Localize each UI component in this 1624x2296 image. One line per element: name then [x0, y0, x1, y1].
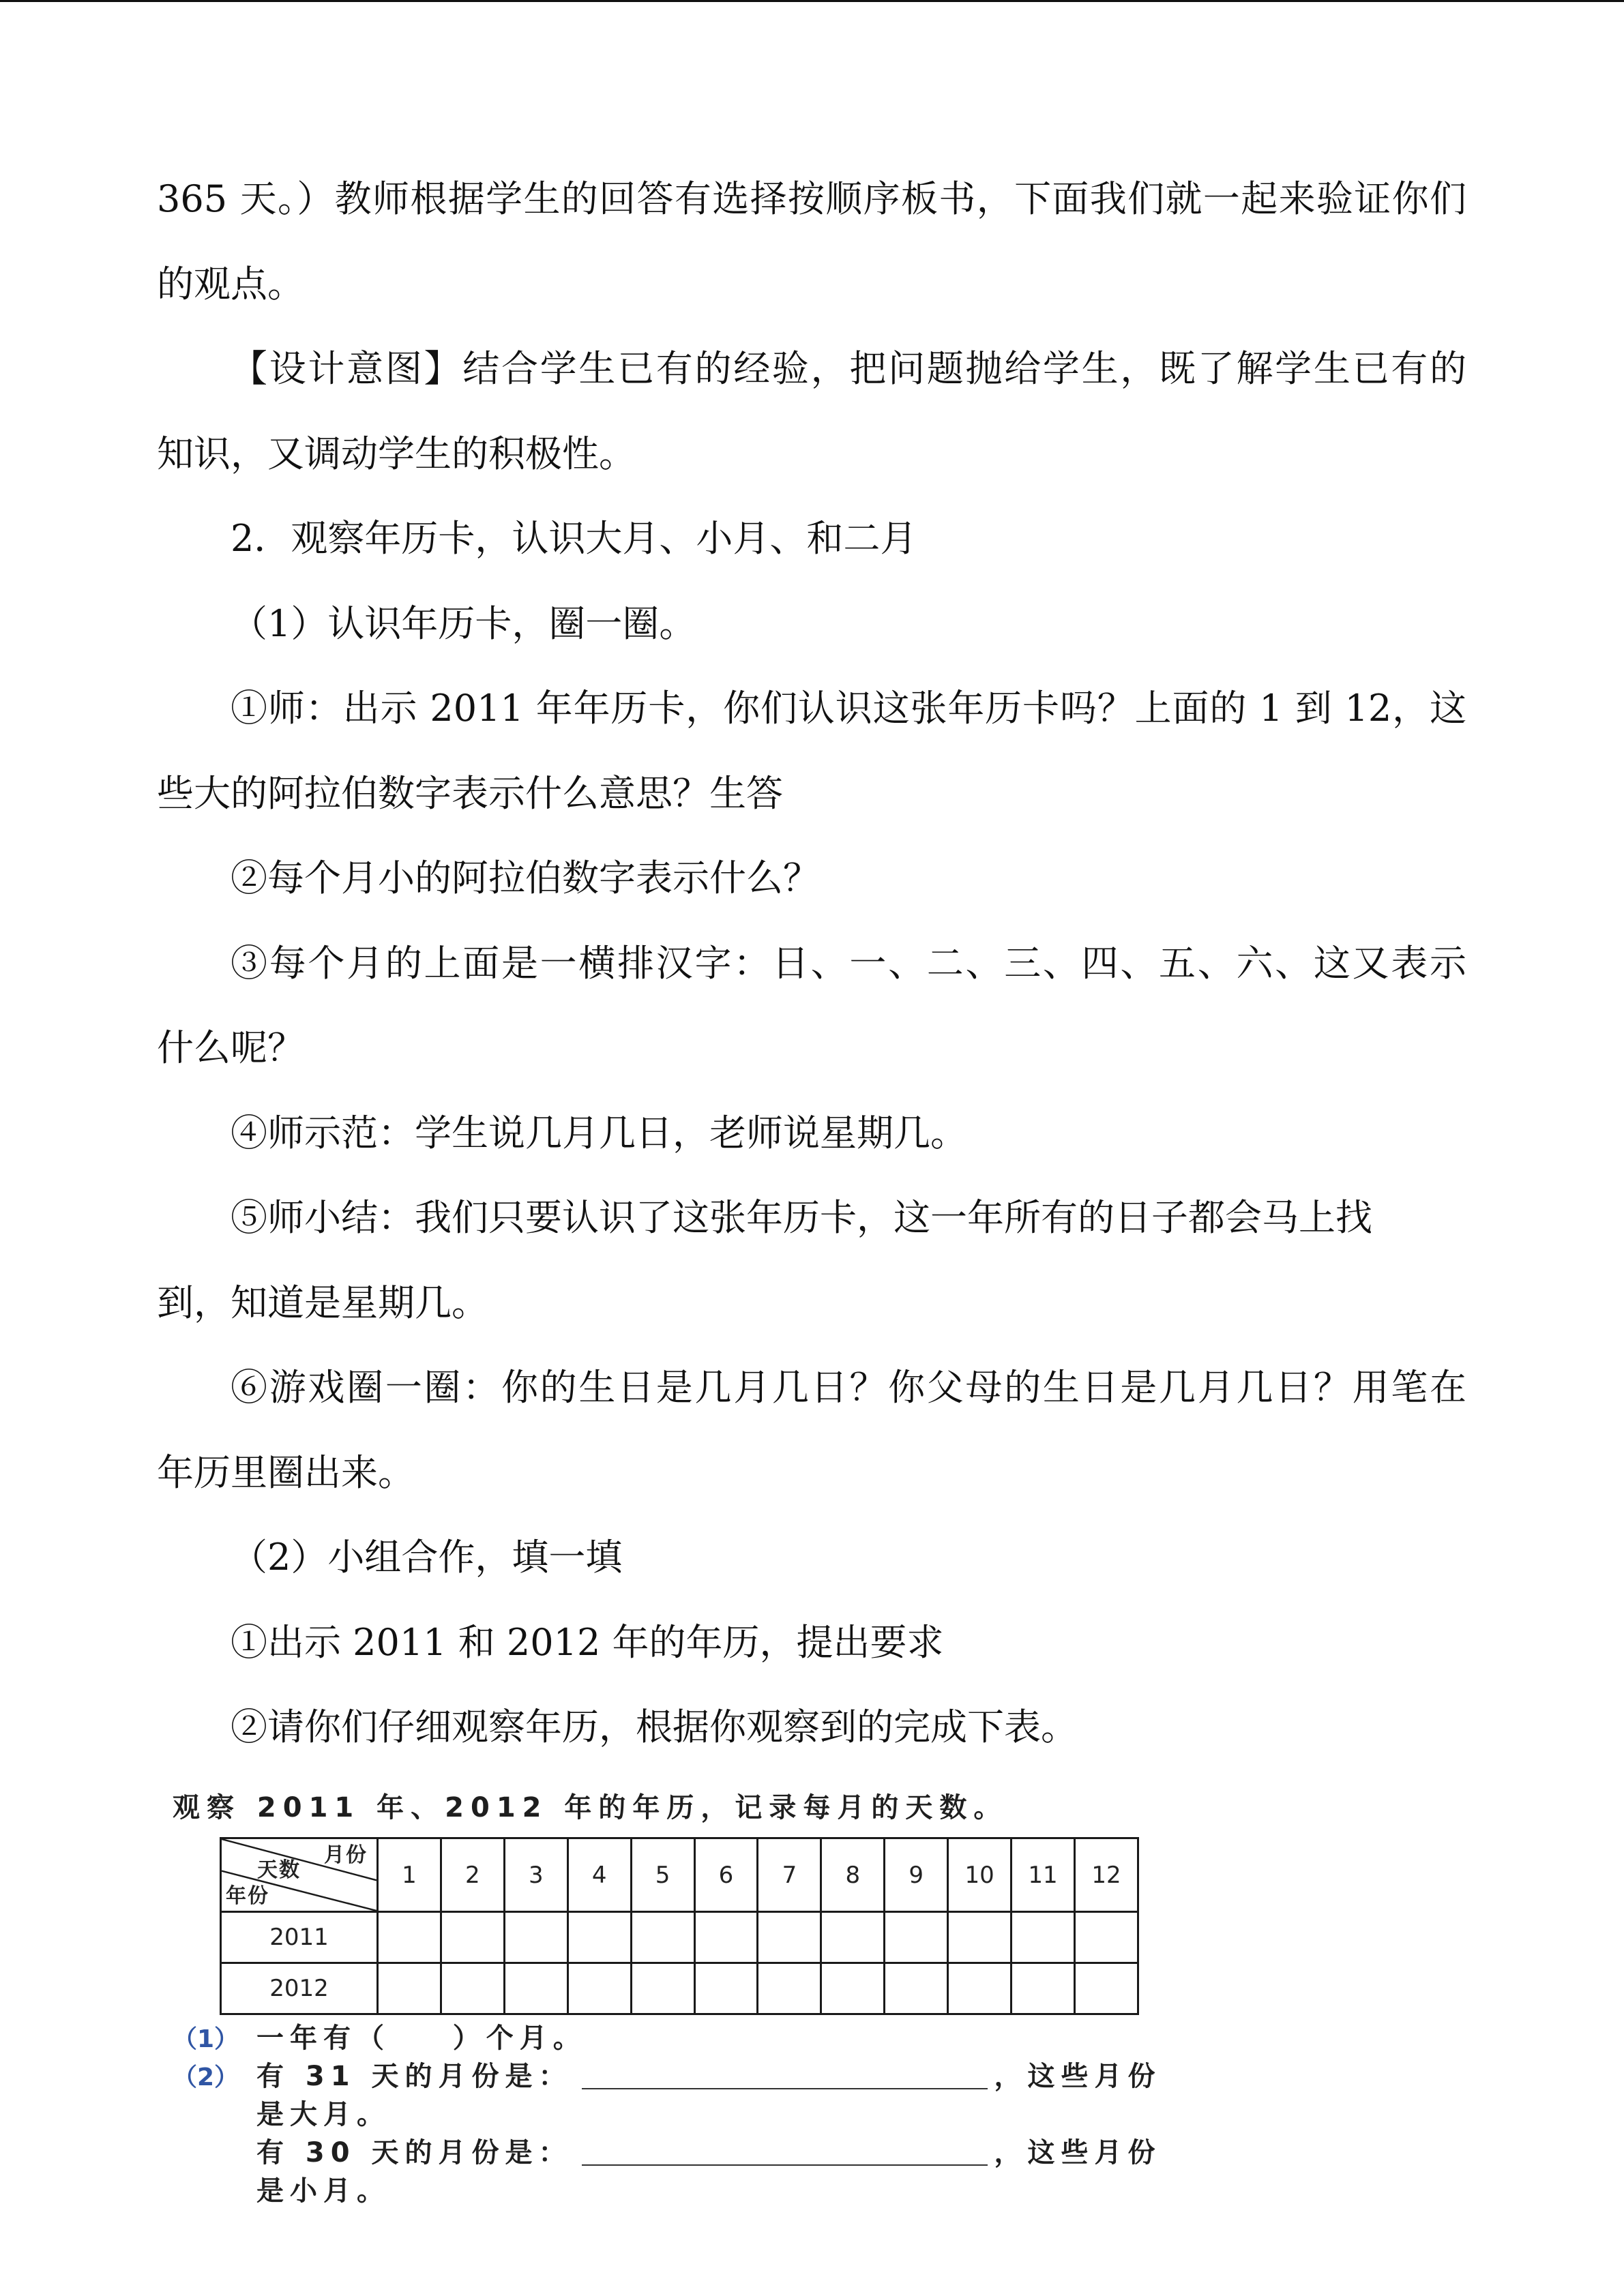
diagonal-header-cell	[221, 1838, 378, 1912]
day-count-cell	[694, 1912, 758, 1963]
month-header: 12	[1074, 1838, 1138, 1912]
day-count-cell	[378, 1912, 441, 1963]
day-count-cell	[441, 1912, 504, 1963]
month-header: 7	[758, 1838, 821, 1912]
part1-step-4	[157, 1091, 1466, 1176]
text-line: 的观点。	[157, 262, 304, 305]
day-count-cell	[1012, 1963, 1075, 2014]
part1-step-3	[157, 921, 1466, 1091]
day-count-cell	[694, 1963, 758, 2014]
day-count-cell	[758, 1963, 821, 2014]
worksheet-instruction: 观察 2011 年、2012 年的年历，记录每月的天数。	[173, 1792, 1008, 1823]
text-line: ③每个月的上面是一横排汉字：日、一、二、三、四、五、六、这又表示	[231, 941, 1466, 985]
text-line: 到，知道是星期几。	[157, 1281, 488, 1324]
day-count-cell	[378, 1963, 441, 2014]
day-count-cell	[567, 1912, 631, 1963]
question-text: ，这些月份	[994, 2137, 1162, 2168]
text-line: 365 天。）教师根据学生的回答有选择按顺序板书，下面我们就一起来验证你们	[157, 177, 1466, 220]
month-header: 6	[694, 1838, 758, 1912]
day-count-cell	[948, 1963, 1012, 2014]
day-count-cell	[821, 1963, 885, 2014]
month-header: 2	[441, 1838, 504, 1912]
month-header: 4	[567, 1838, 631, 1912]
text-line: 些大的阿拉伯数字表示什么意思？生答	[157, 771, 783, 815]
text-line: ⑤师小结：我们只要认识了这张年历卡，这一年所有的日子都会马上找	[231, 1196, 1372, 1239]
text-line: ④师示范：学生说几月几日，老师说星期几。	[231, 1111, 967, 1154]
part2-step-2	[157, 1685, 1466, 1770]
month-header: 10	[948, 1838, 1012, 1912]
month-header: 5	[631, 1838, 694, 1912]
question-2-long-months	[173, 2057, 1162, 2096]
page-top-border	[0, 0, 1624, 2]
question-2-short-conclusion	[173, 2172, 1162, 2210]
day-count-cell	[631, 1912, 694, 1963]
text-line: ①出示 2011 和 2012 年的年历，提出要求	[231, 1620, 944, 1664]
day-count-cell	[1074, 1963, 1138, 2014]
text-line: ②每个月小的阿拉伯数字表示什么？	[231, 856, 820, 899]
part2-heading: （2）小组合作，填一填	[231, 1536, 623, 1579]
question-text: 有 31 天的月份是：	[256, 2061, 572, 2092]
answer-blank-line	[582, 2061, 988, 2089]
question-text: ，这些月份	[994, 2061, 1162, 2092]
day-count-cell	[821, 1912, 885, 1963]
day-count-cell	[504, 1912, 567, 1963]
day-count-cell	[1074, 1912, 1138, 1963]
question-text: 一年有（ ）个月。	[256, 2023, 587, 2054]
day-count-cell	[631, 1963, 694, 2014]
corner-label-month: 月份	[324, 1843, 368, 1867]
table-row-2011	[221, 1912, 1138, 1963]
question-2-long-conclusion	[173, 2096, 1162, 2134]
lesson-body	[157, 157, 1466, 1770]
day-count-cell	[758, 1912, 821, 1963]
question-number: （2）	[173, 2063, 239, 2091]
question-1	[173, 2019, 1162, 2057]
paragraph-intro	[157, 157, 1466, 327]
answer-blank-line	[582, 2137, 988, 2166]
part1-step-6	[157, 1345, 1466, 1515]
day-count-cell	[885, 1963, 948, 2014]
section-heading: 2．观察年历卡，认识大月、小月、和二月	[231, 517, 917, 560]
question-number: （1）	[173, 2025, 239, 2053]
question-text: 是大月。	[256, 2099, 390, 2130]
table-row-2012	[221, 1963, 1138, 2014]
year-label: 2011	[221, 1912, 378, 1963]
day-count-cell	[441, 1963, 504, 2014]
day-count-cell	[567, 1963, 631, 2014]
question-2-short-months	[173, 2134, 1162, 2172]
text-line: ①师：出示 2011 年年历卡，你们认识这张年历卡吗？上面的 1 到 12，这	[231, 687, 1466, 730]
question-text: 有 30 天的月份是：	[256, 2137, 572, 2168]
month-header: 1	[378, 1838, 441, 1912]
paragraph-design-intent	[157, 327, 1466, 496]
part1-step-1	[157, 666, 1466, 836]
text-line: 【设计意图】结合学生已有的经验，把问题抛给学生，既了解学生已有的	[231, 347, 1466, 390]
day-count-cell	[948, 1912, 1012, 1963]
month-header: 11	[1012, 1838, 1075, 1912]
text-line: ②请你们仔细观察年历，根据你观察到的完成下表。	[231, 1705, 1078, 1748]
corner-label-year: 年份	[226, 1884, 269, 1908]
day-count-cell	[885, 1912, 948, 1963]
part1-step-2	[157, 836, 1466, 921]
month-header: 3	[504, 1838, 567, 1912]
day-count-cell	[1012, 1912, 1075, 1963]
days-per-month-table	[220, 1837, 1139, 2015]
table-header-row	[221, 1838, 1138, 1912]
year-label: 2012	[221, 1963, 378, 2014]
text-line: 年历里圈出来。	[157, 1450, 415, 1494]
text-line: 知识，又调动学生的积极性。	[157, 432, 636, 475]
corner-label-days: 天数	[257, 1858, 301, 1882]
day-count-cell	[504, 1963, 567, 2014]
part1-heading: （1）认识年历卡，圈一圈。	[231, 601, 696, 645]
month-header: 8	[821, 1838, 885, 1912]
month-header: 9	[885, 1838, 948, 1912]
part1-step-5	[157, 1176, 1466, 1345]
text-line: 什么呢？	[157, 1026, 304, 1069]
question-text: 是小月。	[256, 2175, 390, 2207]
worksheet-questions	[173, 2019, 1162, 2210]
part2-step-1	[157, 1600, 1466, 1686]
text-line: ⑥游戏圈一圈：你的生日是几月几日？你父母的生日是几月几日？用笔在	[231, 1366, 1466, 1409]
